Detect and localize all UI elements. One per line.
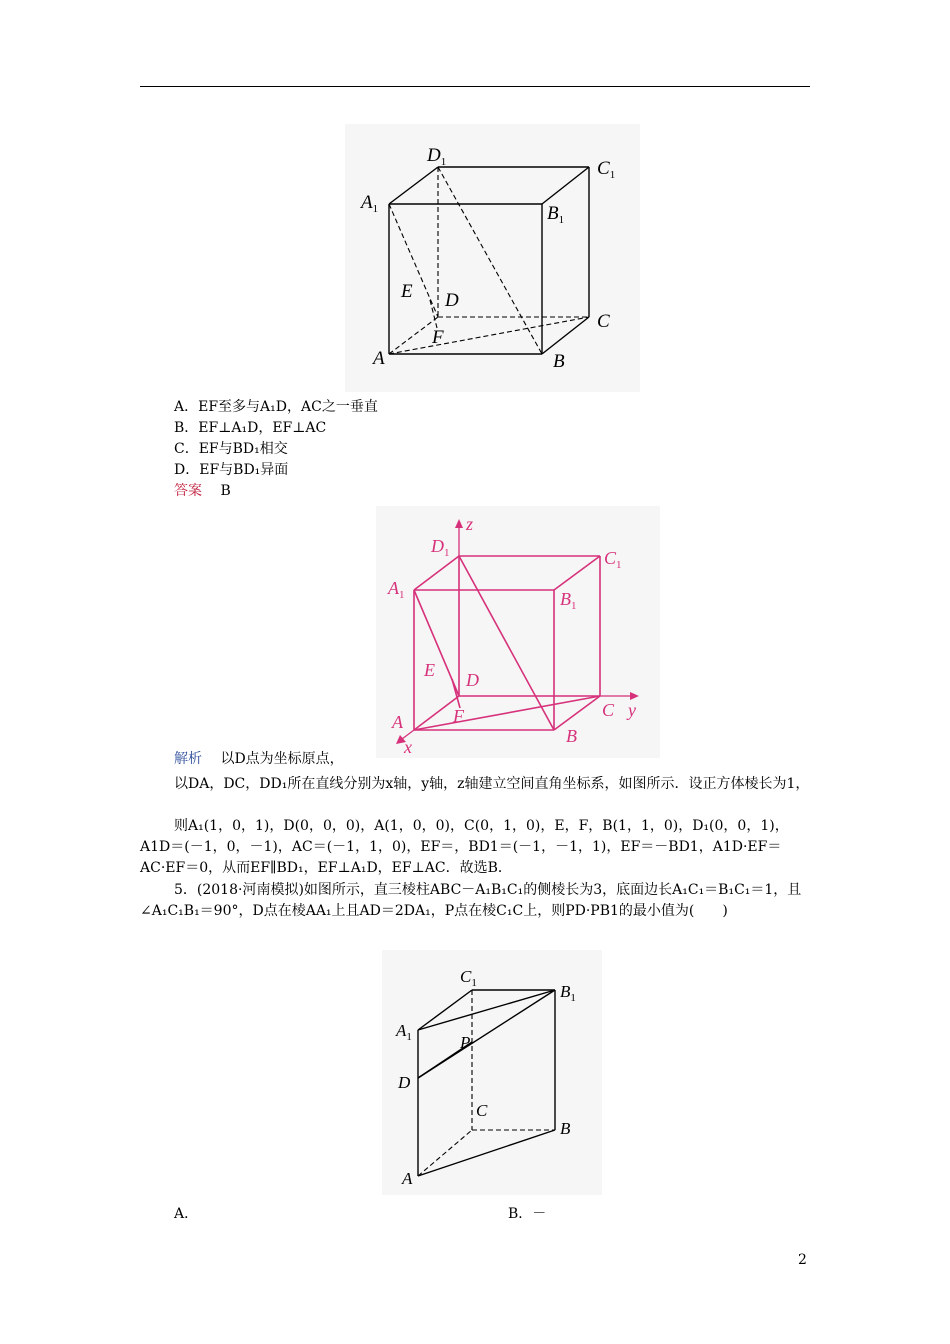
label-c1: $C_1$ bbox=[604, 548, 622, 571]
option-c: C．EF与BD₁相交 bbox=[174, 441, 288, 457]
label-p: P bbox=[460, 1033, 471, 1052]
header-rule bbox=[140, 86, 810, 87]
label-c: C bbox=[476, 1101, 488, 1120]
label-b1: $B_1$ bbox=[560, 589, 577, 612]
label-e: E bbox=[401, 281, 413, 302]
solution-line1: 以D点为坐标原点， bbox=[220, 751, 344, 767]
label-b1: $B_1$ bbox=[560, 982, 576, 1004]
solution-label: 解析 bbox=[174, 751, 202, 767]
label-b: B bbox=[553, 351, 565, 372]
solution-intro bbox=[174, 749, 344, 770]
label-b: B bbox=[566, 726, 577, 746]
label-f: F bbox=[453, 706, 464, 726]
label-c1: $C_1$ bbox=[460, 967, 477, 989]
answer-value: B bbox=[220, 483, 231, 499]
label-a1: $A_1$ bbox=[361, 192, 379, 215]
axis-y-label: y bbox=[628, 700, 636, 720]
axis-x-label: x bbox=[404, 737, 412, 757]
label-d1: $D_1$ bbox=[427, 145, 447, 168]
label-a1: $A_1$ bbox=[396, 1021, 412, 1043]
label-a1: $A_1$ bbox=[388, 578, 405, 601]
label-d: D bbox=[398, 1073, 411, 1092]
label-d: D bbox=[466, 670, 479, 690]
cube-diagram bbox=[345, 124, 640, 392]
prism-figure bbox=[382, 950, 602, 1195]
problem-5-text: 5．(2018·河南模拟)如图所示，直三棱柱ABC－A₁B₁C₁的侧棱长为3，底面边长A₁C₁＝B₁C₁＝1，且∠A₁C₁B₁＝90°，D点在棱AA₁上且AD＝2DA₁，P点在棱C₁C上，则PD·PB1的最小值为( ) bbox=[140, 882, 802, 919]
page-number: 2 bbox=[798, 1252, 807, 1268]
option5-b: B．－ bbox=[508, 1206, 547, 1222]
label-c: C bbox=[602, 700, 615, 720]
solution-para1: 以DA，DC，DD₁所在直线分别为x轴，y轴，z轴建立空间直角坐标系，如图所示．设正方体棱长为1， bbox=[174, 776, 810, 792]
option-d: D．EF与BD₁异面 bbox=[174, 462, 289, 478]
solution-para2: 则A₁(1，0，1)，D(0，0，0)，A(1，0，0)，C(0，1，0)，E，F，B(1，1，0)，D₁(0，0，1)，A1D＝(－1，0，－1)，AC＝(－1，1，0)，EF＝，BD1＝(－1，－1，1)，EF＝－BD1，A1D·EF＝AC·EF＝0，从而EF∥BD₁，EF⊥A₁D，EF⊥AC．故选B． bbox=[140, 818, 789, 876]
label-c: C bbox=[597, 311, 610, 332]
label-b1: $B_1$ bbox=[547, 203, 565, 226]
label-a: A bbox=[402, 1169, 413, 1188]
prism-diagram bbox=[382, 950, 602, 1195]
label-d1: $D_1$ bbox=[431, 536, 450, 559]
answer-line bbox=[174, 481, 231, 502]
label-c1: $C_1$ bbox=[597, 158, 616, 181]
label-a: A bbox=[373, 348, 385, 369]
label-a: A bbox=[392, 712, 403, 732]
cube-figure bbox=[345, 124, 640, 392]
label-d: D bbox=[445, 290, 459, 311]
coordinate-cube-figure bbox=[376, 506, 660, 758]
label-b: B bbox=[560, 1119, 571, 1138]
coordinate-cube-diagram bbox=[376, 506, 660, 758]
option5-a: A． bbox=[174, 1206, 199, 1222]
label-e: E bbox=[424, 660, 435, 680]
option-a: A．EF至多与A₁D，AC之一垂直 bbox=[174, 399, 378, 415]
answer-label: 答案 bbox=[174, 483, 202, 499]
label-f: F bbox=[432, 327, 444, 348]
option-b: B．EF⊥A₁D，EF⊥AC bbox=[174, 420, 327, 436]
axis-z-label: z bbox=[466, 514, 474, 534]
